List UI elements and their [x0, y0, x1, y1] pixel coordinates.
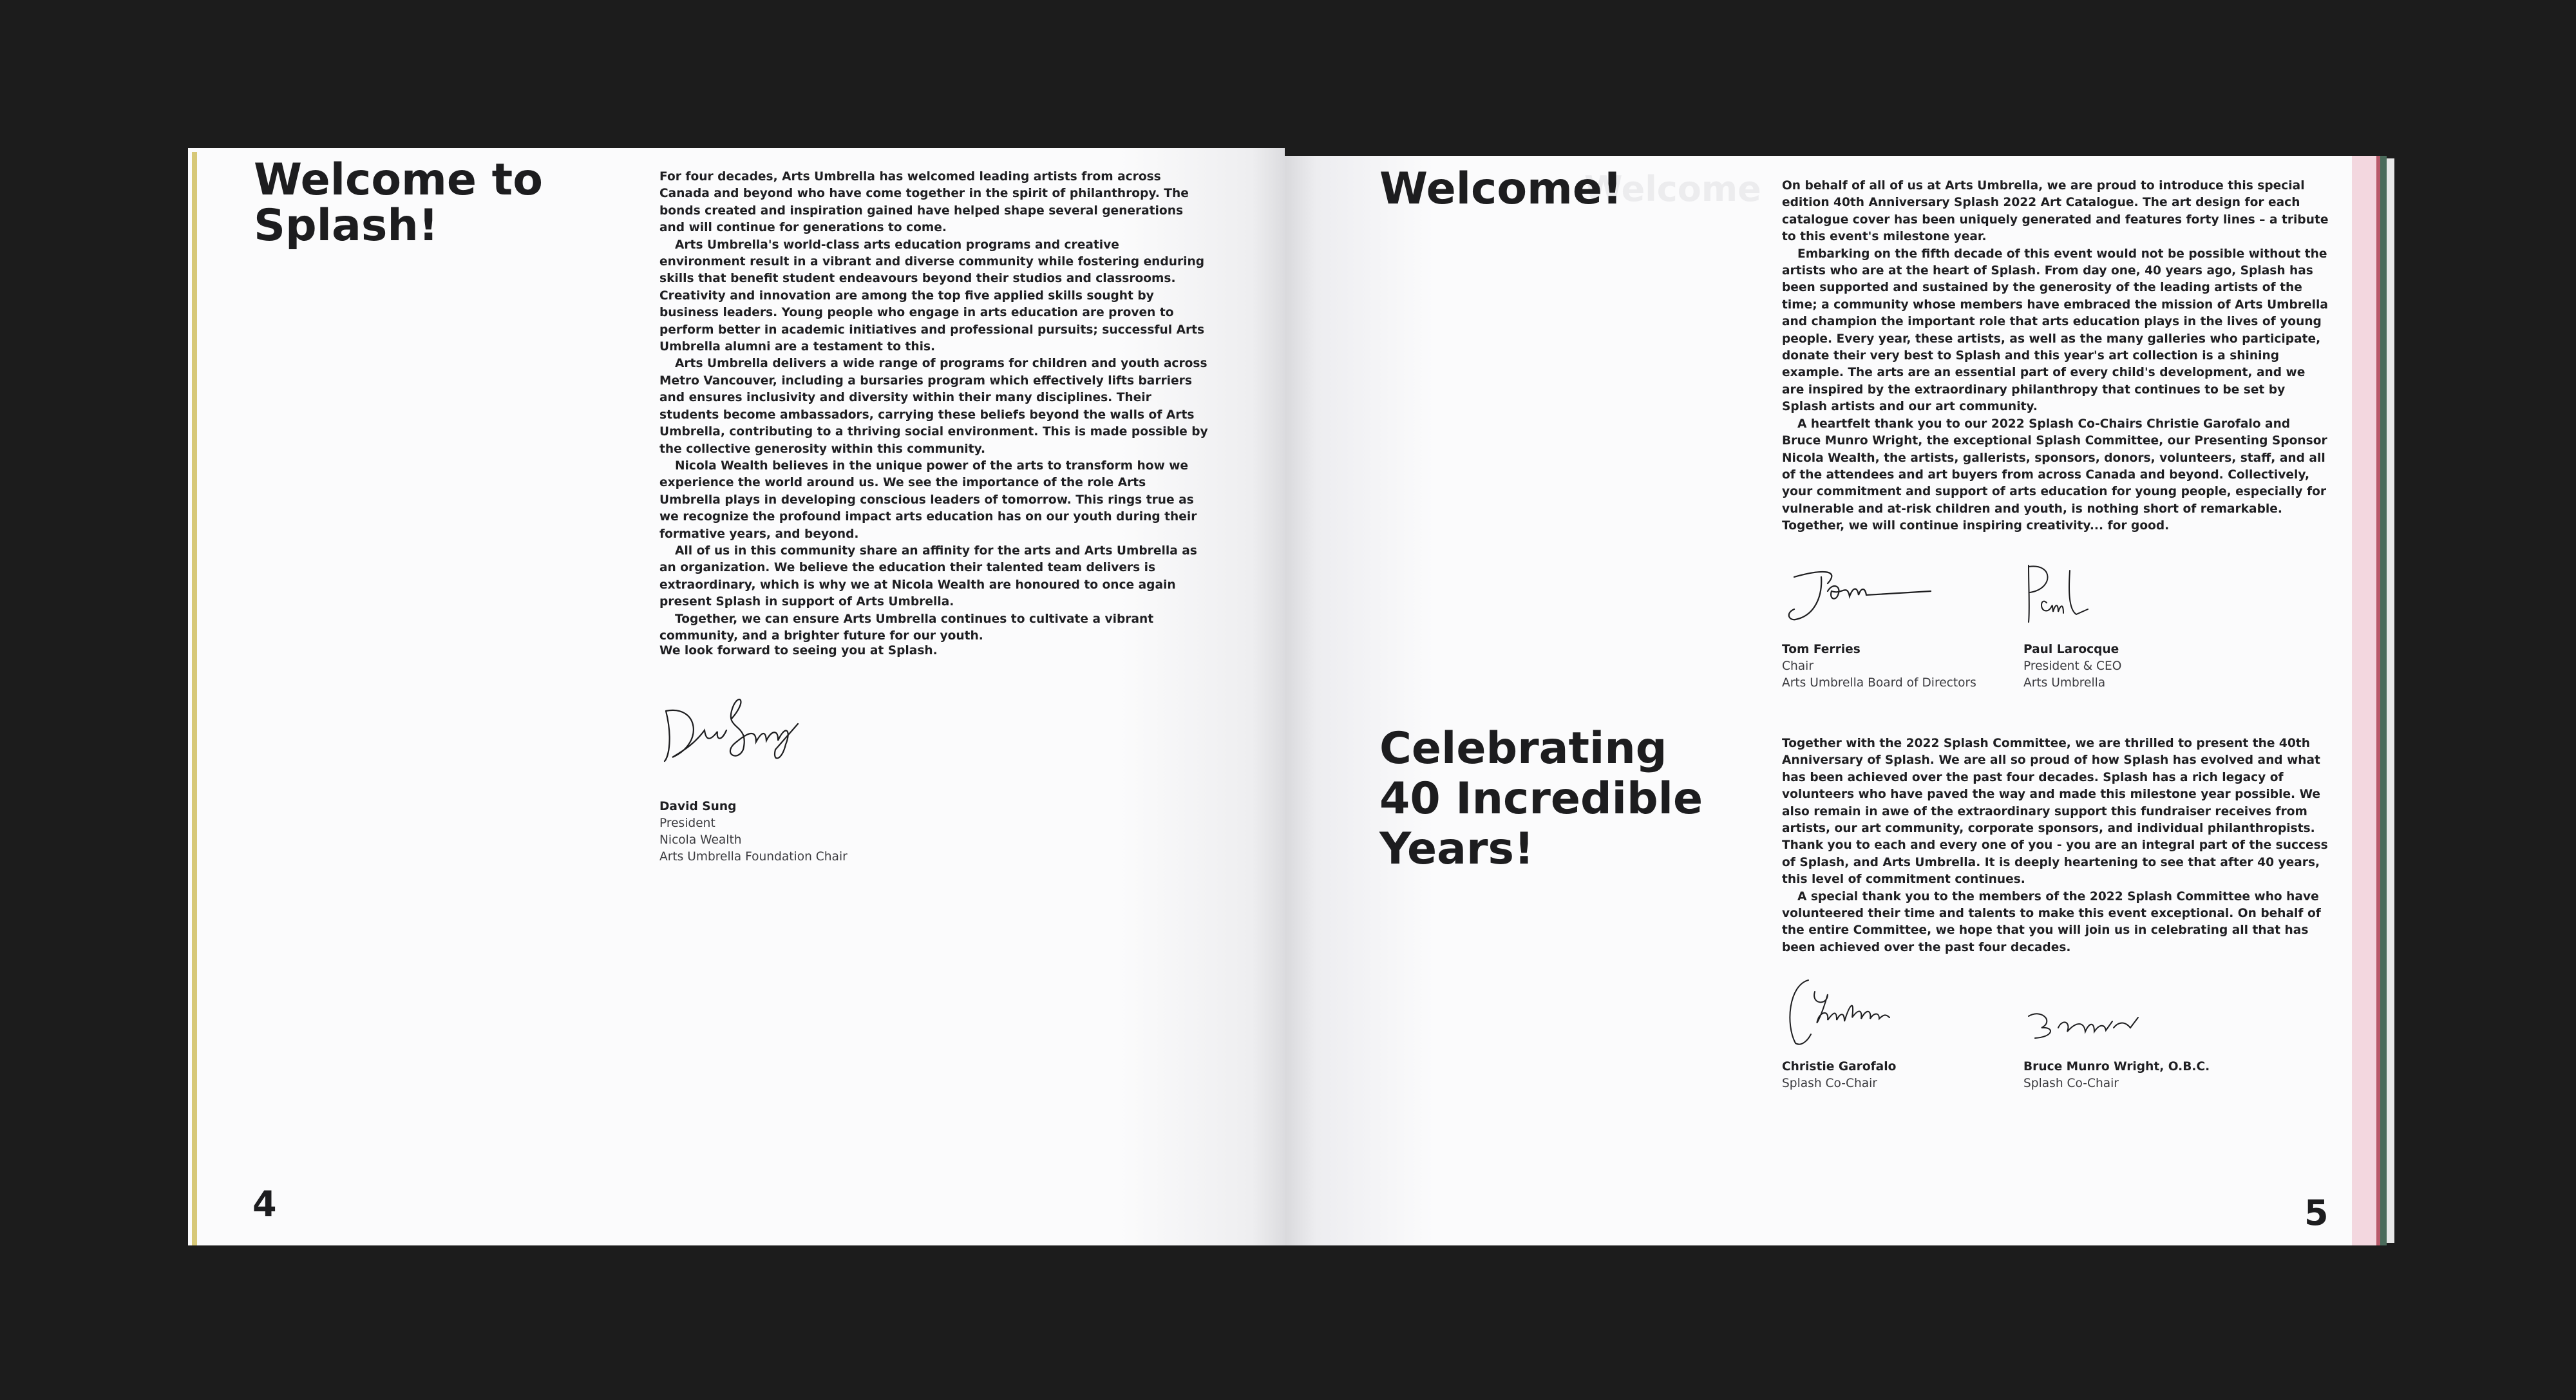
- signatory-title: Arts Umbrella Foundation Chair: [659, 850, 848, 864]
- signatory-title: Arts Umbrella: [2023, 676, 2106, 690]
- right-letter-body: [1782, 178, 2331, 535]
- signatory-title: Chair: [1782, 659, 1814, 673]
- celebrating-title: Celebrating 40 Incredible Years!: [1379, 723, 1703, 875]
- left-sign-off: We look forward to seeing you at Splash.: [659, 644, 938, 657]
- signatory-title: Splash Co-Chair: [2023, 1077, 2119, 1090]
- celebrating-paragraph: Together with the 2022 Splash Committee, we are thrilled to present the 40th Anniversary of Splash. We are all so proud of how Splash has evolved and what has been achieved over the past four decades. Splash has a rich legacy of volunteers who have paved the way and made this milestone year possible. We also remain in awe of the extraordinary support this fundraiser receives from artists, our art community, corporate sponsors, and individual philanthropists. Thank you to each and every one of you - you are an integral part of the success of Splash, and Arts Umbrella. It is deeply heartening to see that after 40 years, this level of commitment continues.: [1782, 737, 2328, 887]
- celebrating-paragraph: A special thank you to the members of the 2022 Splash Committee who have volunteered their time and talents to make this event exceptional. On behalf of the entire Committee, we hope that you will join us in celebrating all that has been achieved over the past four decades.: [1782, 889, 2321, 954]
- signatory-name: David Sung: [659, 800, 737, 813]
- right-paragraph: Together, we will continue inspiring creativity... for good.: [1782, 519, 2170, 533]
- celebrating-body: [1782, 735, 2331, 956]
- signatory-title: Splash Co-Chair: [1782, 1077, 1877, 1090]
- paul-larocque-credit: [2023, 641, 2121, 692]
- signatory-name: Tom Ferries: [1782, 643, 1861, 656]
- david-sung-credit: [659, 799, 848, 866]
- signatory-title: Nicola Wealth: [659, 833, 742, 847]
- christie-garofalo-signature: [1783, 972, 1911, 1050]
- signatory-name: Paul Larocque: [2023, 643, 2119, 656]
- right-paragraph: On behalf of all of us at Arts Umbrella, we are proud to introduce this special edition 40th Anniversary Splash 2022 Art Catalogue. The art design for each catalogue cover has been uniquely generated and features forty lines – a tribute to this event's milestone year.: [1782, 179, 2329, 244]
- left-paragraph: For four decades, Arts Umbrella has welcomed leading artists from across Canada and beyond who have come together in the spirit of philanthropy. The bonds created and inspiration gained have helped shape several generations and will continue for generations to come.: [659, 170, 1189, 235]
- bruce-munro-wright-credit: [2023, 1059, 2210, 1092]
- tom-ferries-credit: [1782, 641, 1976, 692]
- page-number-left: 4: [252, 1184, 277, 1224]
- right-page-edge-red: [2376, 156, 2380, 1245]
- left-paragraph: Together, we can ensure Arts Umbrella continues to cultivate a vibrant community, and a brighter future for our youth.: [659, 612, 1154, 643]
- left-page-title: Welcome to Splash!: [254, 155, 543, 252]
- right-page-edge-pink: [2352, 156, 2376, 1245]
- christie-garofalo-credit: [1782, 1059, 1896, 1092]
- signatory-title: President: [659, 817, 715, 830]
- signatory-title: President & CEO: [2023, 659, 2122, 673]
- right-page-edge-green: [2380, 156, 2387, 1245]
- left-page-edge-stripe: [192, 152, 197, 1245]
- left-paragraph: All of us in this community share an affinity for the arts and Arts Umbrella as an organization. We believe the education their talented team delivers is extraordinary, which is why we at Nicola Wealth are honoured to once again present Splash in support of Arts Umbrella.: [659, 544, 1197, 609]
- page-number-right: 5: [2304, 1193, 2329, 1233]
- tom-ferries-signature: [1783, 558, 1937, 629]
- bruce-munro-wright-signature: [2022, 1002, 2151, 1047]
- paul-larocque-signature: [2021, 558, 2098, 629]
- left-paragraph: Arts Umbrella delivers a wide range of programs for children and youth across Metro Vancouver, including a bursaries program which effectively lifts barriers and ensures inclusivity and diversity within their many disciplines. Their students become ambassadors, carrying these beliefs beyond the walls of Arts Umbrella, contributing to a thriving social environment. This is made possible by the collective generosity within this community.: [659, 357, 1208, 456]
- right-page-title: Welcome!: [1379, 164, 1623, 214]
- signatory-name: Christie Garofalo: [1782, 1060, 1897, 1074]
- ghost-heading: Welcome: [1584, 169, 1761, 209]
- david-sung-signature: [659, 685, 808, 769]
- signatory-name: Bruce Munro Wright, O.B.C.: [2023, 1060, 2210, 1074]
- right-paragraph: A heartfelt thank you to our 2022 Splash Co-Chairs Christie Garofalo and Bruce Munro Wright, the exceptional Splash Committee, our Presenting Sponsor Nicola Wealth, the artists, gallerists, sponsors, donors, volunteers, staff, and all of the attendees and art buyers from across Canada and beyond. Collectively, your commitment and support of arts education for young people, especially for vulnerable and at-risk children and youth, is nothing short of remarkable.: [1782, 417, 2327, 516]
- left-paragraph: Arts Umbrella's world-class arts education programs and creative environment result in a vibrant and diverse community while fostering enduring skills that benefit student endeavours beyond their studios and classrooms. Creativity and innovation are among the top five applied skills sought by business leaders. Young people who engage in arts education are proven to perform better in academic initiatives and professional pursuits; successful Arts Umbrella alumni are a testament to this.: [659, 238, 1205, 354]
- left-letter-body: [659, 169, 1208, 645]
- signatory-title: Arts Umbrella Board of Directors: [1782, 676, 1976, 690]
- right-page-edge-white: [2387, 158, 2394, 1243]
- left-paragraph: Nicola Wealth believes in the unique power of the arts to transform how we experience the world around us. We see the importance of the role Arts Umbrella plays in developing conscious leaders of tomorrow. This rings true as we recognize the profound impact arts education has on our youth during their formative years, and beyond.: [659, 459, 1197, 541]
- right-paragraph: Embarking on the fifth decade of this event would not be possible without the artists who are at the heart of Splash. From day one, 40 years ago, Splash has been supported and sustained by the generosity of the leading artists of the time; a community whose members have embraced the mission of Arts Umbrella and champion the important role that arts education plays in the lives of young people. Every year, these artists, as well as the many galleries who participate, donate their very best to Splash and this year's art collection is a shining example. The arts are an essential part of every child's development, and we are inspired by the extraordinary philanthropy that continues to be set by Splash artists and our art community.: [1782, 247, 2328, 414]
